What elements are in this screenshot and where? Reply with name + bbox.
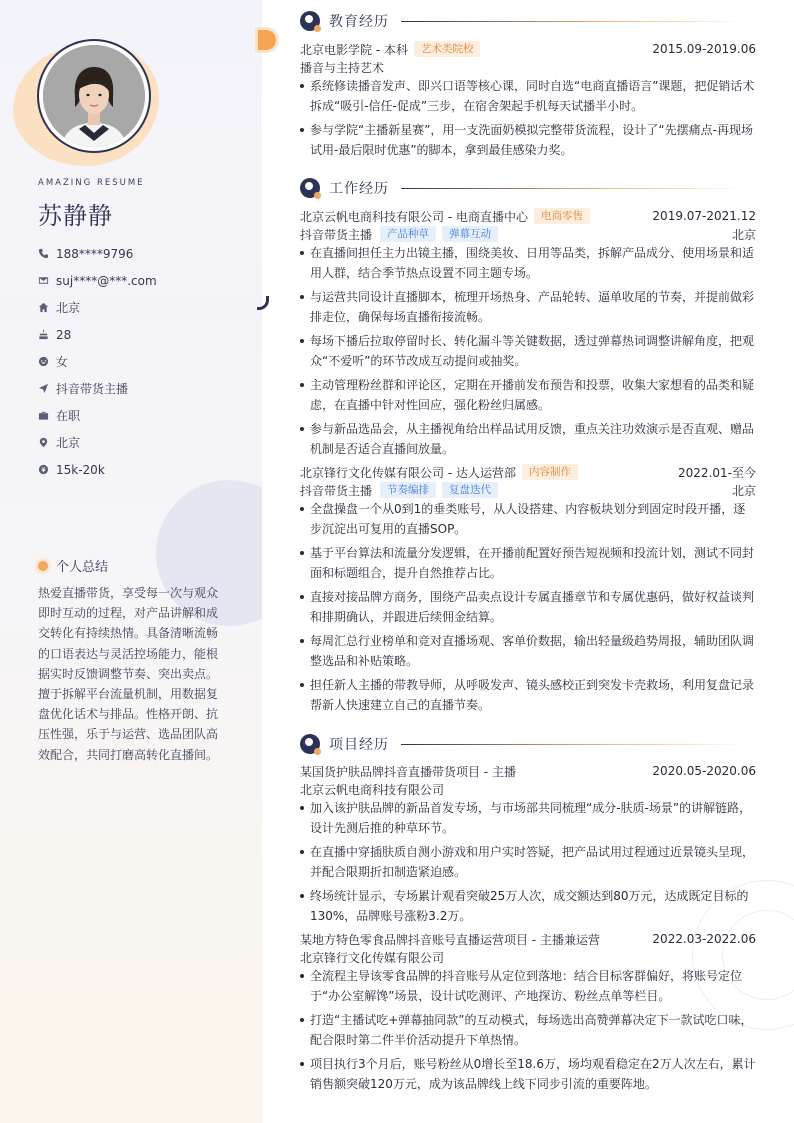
job-role: 抖音带货主播 xyxy=(300,483,373,498)
projects-heading xyxy=(300,733,746,755)
candidate-name: 苏静静 xyxy=(38,202,113,230)
list-item: 直接对接品牌方商务，围绕产品卖点设计专属直播章节和专属优惠码，做好权益谈判和排期确认，并跟进后续佣金结算。 xyxy=(300,587,756,627)
job-role-row xyxy=(300,225,756,243)
job-company: 北京云帆电商科技有限公司 - 电商直播中心 xyxy=(300,209,528,224)
job-target-value: 抖音带货主播 xyxy=(56,382,129,396)
job-company: 北京锋行文化传媒有限公司 - 达人运营部 xyxy=(300,465,516,480)
job-city: 北京 xyxy=(731,227,756,242)
skill-tag: 产品种草 xyxy=(380,226,436,242)
job-bullets xyxy=(300,499,756,719)
list-item: 与运营共同设计直播脚本，梳理开场热身、产品轮转、逼单收尾的节奏，并提前做彩排走位，确保每场直播衔接流畅。 xyxy=(300,287,756,327)
project-company: 北京锋行文化传媒有限公司 xyxy=(300,950,445,965)
summary-title: 个人总结 xyxy=(56,560,109,575)
job-bullets xyxy=(300,243,756,463)
section-divider xyxy=(401,188,746,189)
gender-value: 女 xyxy=(56,355,69,369)
section-badge-icon xyxy=(300,178,320,198)
project-bullets xyxy=(300,966,756,1098)
job-industry-tag: 内容制作 xyxy=(522,464,578,480)
job-row xyxy=(300,463,756,481)
project-name: 某国货护肤品牌抖音直播带货项目 - 主播 xyxy=(300,764,516,779)
phone-value: 188****9796 xyxy=(56,246,134,261)
list-item: 打造“主播试吃+弹幕抽同款”的互动模式，每场选出高赞弹幕决定下一款试吃口味，配合限时第二件半价活动提升下单热情。 xyxy=(300,1010,756,1050)
project-company: 北京云帆电商科技有限公司 xyxy=(300,782,445,797)
list-item: 每周汇总行业榜单和竞对直播场观、客单价数据，输出轻量级趋势周报，辅助团队调整选品和补贴策略。 xyxy=(300,631,756,671)
school-tag: 艺术类院校 xyxy=(414,41,481,57)
project-date: 2022.03-2022.06 xyxy=(652,932,756,946)
email-value: suj****@***.com xyxy=(56,273,157,288)
work-title: 工作经历 xyxy=(329,181,389,197)
job-row xyxy=(300,207,756,225)
section-divider xyxy=(401,21,746,22)
skill-tag: 弹幕互动 xyxy=(442,226,498,242)
project-date: 2020.05-2020.06 xyxy=(652,764,756,778)
job-role: 抖音带货主播 xyxy=(300,227,373,242)
project-company-row xyxy=(300,780,756,798)
skill-tag: 复盘迭代 xyxy=(442,482,498,498)
education-date: 2015.09-2019.06 xyxy=(652,42,756,56)
list-item: 全盘操盘一个从0到1的垂类账号，从人设搭建、内容板块划分到固定时段开播，逐步沉淀出可复用的直播SOP。 xyxy=(300,499,756,539)
status-value: 在职 xyxy=(56,409,81,423)
list-item: 每场下播后拉取停留时长、转化漏斗等关键数据，透过弹幕热词调整讲解角度，把观众“不爱听”的环节改成互动提问或抽奖。 xyxy=(300,331,756,371)
education-bullets xyxy=(300,76,756,164)
list-item: 主动管理粉丝群和评论区，定期在开播前发布预告和投票，收集大家想看的品类和疑虑，在直播中针对性回应，强化粉丝归属感。 xyxy=(300,375,756,415)
salary-value: 15k-20k xyxy=(56,462,105,477)
school-name: 北京电影学院 - 本科 xyxy=(300,42,408,57)
project-name: 某地方特色零食品牌抖音账号直播运营项目 - 主播兼运营 xyxy=(300,932,600,947)
job-industry-tag: 电商零售 xyxy=(534,208,590,224)
projects-title: 项目经历 xyxy=(329,737,389,753)
job-city: 北京 xyxy=(731,483,756,498)
list-item: 参与新品选品会，从主播视角给出样品试用反馈，重点关注功效演示是否直观、赠品机制是否适合直播间放量。 xyxy=(300,419,756,459)
job-date: 2022.01-至今 xyxy=(678,465,756,480)
arc-decoration xyxy=(257,296,269,310)
skill-tag: 节奏编排 xyxy=(380,482,436,498)
section-divider xyxy=(401,744,746,745)
project-bullets xyxy=(300,798,756,930)
section-badge-icon xyxy=(300,734,320,754)
job-date: 2019.07-2021.12 xyxy=(652,209,756,223)
major: 播音与主持艺术 xyxy=(300,60,385,75)
work-heading xyxy=(300,177,746,199)
list-item: 终场统计显示，专场累计观看突破25万人次，成交额达到80万元，达成既定目标的130%，品牌账号涨粉3.2万。 xyxy=(300,886,756,926)
list-item: 基于平台算法和流量分发逻辑，在开播前配置好预告短视频和投流计划，测试不同封面和标题组合，提升自然推荐占比。 xyxy=(300,543,756,583)
section-badge-icon xyxy=(300,11,320,31)
job-role-row xyxy=(300,481,756,499)
education-heading xyxy=(300,10,746,32)
age-value: 28 xyxy=(56,327,72,342)
project-row xyxy=(300,762,756,780)
list-item: 加入该护肤品牌的新品首发专场，与市场部共同梳理“成分-肤质-场景”的讲解链路，设计先测后推的种草环节。 xyxy=(300,798,756,838)
list-item: 在直播中穿插肤质自测小游戏和用户实时答疑，把产品试用过程通过近景镜头呈现，并配合限期折扣制造紧迫感。 xyxy=(300,842,756,882)
resume-tagline: AMAZING RESUME xyxy=(38,178,145,188)
location-value: 北京 xyxy=(56,436,81,450)
education-row xyxy=(300,40,756,58)
list-item: 担任新人主播的带教导师，从呼吸发声、镜头感校正到突发卡壳救场，利用复盘记录帮新人快速建立自己的直播节奏。 xyxy=(300,675,756,715)
list-item: 全流程主导该零食品牌的抖音账号从定位到落地：结合目标客群偏好，将账号定位于“办公室解馋”场景，设计试吃测评、产地探访、粉丝点单等栏目。 xyxy=(300,966,756,1006)
major-row xyxy=(300,58,756,76)
list-item: 在直播间担任主力出镜主播，围绕美妆、日用等品类，拆解产品成分、使用场景和适用人群，结合季节热点设置不同主题专场。 xyxy=(300,243,756,283)
project-company-row xyxy=(300,948,756,966)
list-item: 参与学院“主播新星赛”，用一支洗面奶模拟完整带货流程，设计了“先摆痛点-再现场试用-最后限时优惠”的脚本，拿到最佳感染力奖。 xyxy=(300,120,756,160)
list-item: 系统修读播音发声、即兴口语等核心课，同时自选“电商直播语言”课题，把促销话术拆成“吸引-信任-促成”三步，在宿舍架起手机每天试播半小时。 xyxy=(300,76,756,116)
education-title: 教育经历 xyxy=(329,14,389,30)
home-value: 北京 xyxy=(56,301,81,315)
summary-text: 热爱直播带货，享受每一次与观众即时互动的过程，对产品讲解和成交转化有持续热情。具备清晰流畅的口语表达与灵活控场能力，能根据实时反馈调整节奏、突出卖点。擅于拆解平台流量机制，用数据复盘优化话术与排品。性格开朗、抗压性强，乐于与运营、选品团队高效配合，共同打磨高转化直播间。 xyxy=(38,586,219,762)
list-item: 项目执行3个月后，账号粉丝从0增长至18.6万，场均观看稳定在2万人次左右，累计销售额突破120万元，成为该品牌线上线下同步引流的重要阵地。 xyxy=(300,1054,756,1094)
project-row xyxy=(300,930,756,948)
half-circle-decoration xyxy=(258,30,276,50)
